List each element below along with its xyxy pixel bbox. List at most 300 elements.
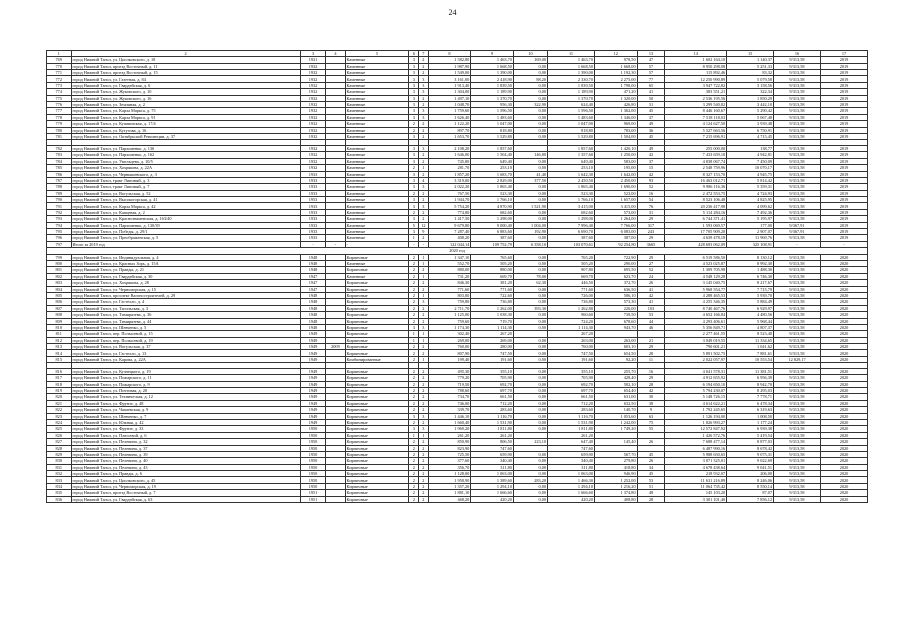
table-cell: 4 099,62 xyxy=(727,203,774,209)
table-cell: 2020 xyxy=(820,337,867,343)
table-cell: Каменные xyxy=(345,127,409,133)
table-cell: 1950 xyxy=(300,432,326,438)
table-cell: 2020 xyxy=(820,280,867,286)
table-cell: 815 xyxy=(47,356,72,362)
table-cell: 1 320,00 xyxy=(594,95,637,101)
table-cell: 29 xyxy=(637,344,665,350)
table-cell: 1947 xyxy=(300,273,326,279)
table-cell: 692,70 xyxy=(471,381,514,387)
table-cell: 573,30 xyxy=(594,299,637,305)
table-cell: 57 xyxy=(637,70,665,76)
table-cell: Каменные xyxy=(345,171,409,177)
table-cell: город Нижний Тагил, проезд Восточный, д. 11 xyxy=(71,63,300,69)
table-cell: 1 683,70 xyxy=(471,171,514,177)
table-cell: 3 xyxy=(419,145,429,151)
table-cell: 9 xyxy=(419,229,429,235)
table-cell: 5 794 230,07 xyxy=(665,388,727,394)
table-cell: 0,00 xyxy=(513,388,547,394)
table-cell: 195,00 xyxy=(594,165,637,171)
table-cell: 821 xyxy=(47,400,72,406)
table-cell: 739,50 xyxy=(594,312,637,318)
table-cell: 5 251,33 xyxy=(727,63,774,69)
table-cell: 2 xyxy=(419,267,429,273)
table-cell: 26 xyxy=(637,280,665,286)
table-cell: город Нижний Тагил, пер. Полысевой, д. 19 xyxy=(71,337,300,343)
table-cell: 654,50 xyxy=(594,350,637,356)
table-cell: 1 766,10 xyxy=(548,197,595,203)
table-cell: 77 xyxy=(637,76,665,82)
table-cell: 2 xyxy=(409,400,419,406)
table-cell: 283,60 xyxy=(471,407,514,413)
table-cell: 24 xyxy=(637,273,665,279)
table-cell: город Нижний Тагил, ул. Индивидуальная, д. 4 xyxy=(71,254,300,260)
table-cell: 393,30 xyxy=(513,305,547,311)
table-cell: 16 xyxy=(637,368,665,374)
table-cell: 800 xyxy=(47,261,72,267)
table-cell: 1 250,00 xyxy=(594,152,637,158)
table-cell: 8 327 153,70 xyxy=(665,171,727,177)
table-cell: 495,30 xyxy=(428,368,471,374)
table-cell: 1 xyxy=(419,261,429,267)
table-cell: 2 xyxy=(419,496,429,502)
table-cell: 722,60 xyxy=(471,292,514,298)
table-cell: 2019 xyxy=(820,133,867,139)
table-cell: 880,00 xyxy=(428,267,471,273)
table-cell: 3 xyxy=(419,108,429,114)
table-cell: 0,00 xyxy=(513,458,547,464)
table-cell: 810 xyxy=(47,324,72,330)
table-cell: 2020 xyxy=(820,451,867,457)
table-cell: 771,60 xyxy=(471,286,514,292)
table-cell: 4 124 627,50 xyxy=(665,121,727,127)
table-cell: 1933 xyxy=(300,190,326,196)
table-cell: 705,90 xyxy=(548,375,595,381)
table-cell: 3 xyxy=(419,203,429,209)
table-cell: 2019 xyxy=(820,82,867,88)
table-cell: 907,80 xyxy=(548,267,595,273)
table-cell: 7 287,40 xyxy=(428,229,471,235)
table-cell: 6 746,30 xyxy=(727,273,774,279)
table-cell: 3 145 040,75 xyxy=(665,280,727,286)
table-cell: 5 419,54 xyxy=(727,432,774,438)
table-cell: 2 277 461,55 xyxy=(665,331,727,337)
table-cell: 769 xyxy=(47,57,72,63)
table-cell: 1 798,00 xyxy=(594,82,637,88)
table-cell: 50 xyxy=(637,95,665,101)
table-cell: 2020 xyxy=(820,299,867,305)
table-cell: 8 877,03 xyxy=(727,439,774,445)
table-cell: Кирпичные xyxy=(345,432,409,438)
table-cell: 0,00 xyxy=(513,158,547,164)
table-cell: 2 907,07 xyxy=(727,229,774,235)
table-cell: 2 xyxy=(419,388,429,394)
table-cell: 9/313,58 xyxy=(774,171,821,177)
table-cell: 797 xyxy=(47,241,72,247)
table-cell: 1 463,70 xyxy=(548,57,595,63)
table-cell: 2019 xyxy=(820,177,867,183)
table-cell: 0,00 xyxy=(513,292,547,298)
table-cell: 9/313,58 xyxy=(774,318,821,324)
table-cell: 41 xyxy=(637,286,665,292)
table-cell: 1947 xyxy=(300,280,326,286)
table-cell: 1949 xyxy=(300,337,326,343)
table-cell: 807 xyxy=(47,305,72,311)
table-cell: 7 778,71 xyxy=(727,394,774,400)
table-cell: 775 xyxy=(47,95,72,101)
table-cell: 2019 xyxy=(820,127,867,133)
table-cell: 322,34 xyxy=(727,89,774,95)
table-cell: 746,00 xyxy=(428,400,471,406)
table-cell: 8 523 106,48 xyxy=(665,197,727,203)
table-cell: 1 390,00 xyxy=(471,70,514,76)
table-cell: 87,07 xyxy=(727,490,774,496)
table-cell: 1 294,10 xyxy=(471,483,514,489)
table-cell: 2 418,90 xyxy=(471,76,514,82)
table-cell: 2 xyxy=(409,261,419,267)
table-cell: 1951 xyxy=(300,490,326,496)
table-cell: 801 xyxy=(47,267,72,273)
table-cell: 377,60 xyxy=(428,458,471,464)
table-cell: 253,10 xyxy=(471,165,514,171)
table-cell: 1 690,00 xyxy=(594,184,637,190)
table-cell: 1 766,10 xyxy=(471,197,514,203)
table-cell: 505,20 xyxy=(471,261,514,267)
table-cell: 777 xyxy=(47,108,72,114)
table-cell: Кирпичные xyxy=(345,344,409,350)
table-cell: 1 839,50 xyxy=(548,82,595,88)
table-cell: 3 xyxy=(419,114,429,120)
table-cell: 3 xyxy=(409,413,419,419)
table-cell: город Нижний Тагил, ул. Высокогорская, д. 41 xyxy=(71,197,300,203)
table-cell: 0,00 xyxy=(513,127,547,133)
table-cell: 7 856,12 xyxy=(727,496,774,502)
table-cell: 280,00 xyxy=(471,344,514,350)
table-cell: город Нижний Тагил, ул. Карла Маркса, д. 42 xyxy=(71,203,300,209)
table-cell: 2 xyxy=(409,496,419,502)
table-cell: 1 646,00 xyxy=(428,152,471,158)
table-cell: 829 xyxy=(47,451,72,457)
table-cell: 2 xyxy=(409,419,419,425)
table-cell: 1 xyxy=(419,356,429,362)
table-cell: 9/313,58 xyxy=(774,82,821,88)
table-cell: 15 xyxy=(637,165,665,171)
table-cell: город Нижний Тагил, ул. Фрунзе, д. 33 xyxy=(71,426,300,432)
table-cell: 281,70 xyxy=(428,165,471,171)
table-cell: 1 041,62 xyxy=(727,344,774,350)
table-cell: - xyxy=(774,241,821,247)
table-cell: 0,00 xyxy=(513,312,547,318)
table-cell: 2020 xyxy=(820,477,867,483)
table-cell: 659,90 xyxy=(471,451,514,457)
table-cell: 42 xyxy=(637,292,665,298)
table-cell: 9/313,58 xyxy=(774,413,821,419)
table-cell: Кирпичные xyxy=(345,490,409,496)
table-cell: 3 xyxy=(409,102,419,108)
table-cell: 9/313,58 xyxy=(774,209,821,215)
table-cell: 1 114,30 xyxy=(548,324,595,330)
table-cell: Каменные xyxy=(345,190,409,196)
table-cell: 11 xyxy=(637,356,665,362)
table-cell: 0,00 xyxy=(513,394,547,400)
table-cell: 2 xyxy=(419,158,429,164)
table-cell: 9/313,58 xyxy=(774,273,821,279)
table-cell: Каменные xyxy=(345,222,409,228)
table-cell: 1950 xyxy=(300,451,326,457)
table-cell: 779 xyxy=(47,121,72,127)
table-cell: 2020 xyxy=(820,426,867,432)
table-cell: город Нижний Тагил, ул. Капцевая, д. 2 xyxy=(71,209,300,215)
table-cell: 1949 xyxy=(300,350,326,356)
table-cell: 6 883,60 xyxy=(471,229,514,235)
table-cell: 2 xyxy=(409,299,419,305)
table-cell: 45 xyxy=(637,471,665,477)
table-cell: 1 048,70 xyxy=(428,102,471,108)
table-cell: 6 478,34 xyxy=(727,400,774,406)
table-cell: город Нижний Тагил, проспект Вагоностроителей, д. 29 xyxy=(71,292,300,298)
table-cell: 145 103,20 xyxy=(665,490,727,496)
table-cell: 1 174,30 xyxy=(428,324,471,330)
table-cell: 2019 xyxy=(820,209,867,215)
table-cell: 5 xyxy=(409,222,419,228)
table-cell: 428 693 062,09 xyxy=(665,241,727,247)
table-cell: 2020 xyxy=(820,292,867,298)
table-cell: 2 xyxy=(419,216,429,222)
table-cell: 12 829,17 xyxy=(774,356,821,362)
table-cell: 734,70 xyxy=(428,394,471,400)
table-cell: 807,90 xyxy=(428,350,471,356)
table-cell: 2 xyxy=(409,254,419,260)
table-cell: 1932 xyxy=(300,158,326,164)
table-cell: 9/313,58 xyxy=(774,108,821,114)
table-cell: 819 xyxy=(47,388,72,394)
table-cell: Кирпичные xyxy=(345,286,409,292)
table-cell: 1 004,00 xyxy=(513,222,547,228)
table-cell: 2 xyxy=(409,318,419,324)
table-cell: 5 968,44 xyxy=(727,318,774,324)
table-cell: 583,00 xyxy=(594,158,637,164)
table-cell: 76 xyxy=(637,203,665,209)
table-cell: 1 642,30 xyxy=(548,171,595,177)
table-cell: город Нижний Тагил, ул. Шевченко, д. 7 xyxy=(71,413,300,419)
table-cell: 26 xyxy=(637,458,665,464)
table-cell: 1 063,00 xyxy=(471,471,514,477)
table-cell: 697,70 xyxy=(548,388,595,394)
table-cell: 2 xyxy=(419,209,429,215)
table-cell: 0,00 xyxy=(513,184,547,190)
table-cell: 9 022,69 xyxy=(727,458,774,464)
table-cell: 3 xyxy=(419,426,429,432)
table-cell: 1933 xyxy=(300,209,326,215)
table-cell: город Нижний Тагил, тракт Липовый, д. 7 xyxy=(71,184,300,190)
table-cell: город Нижний Тагил, ул. Красных Зорь, д. 15А xyxy=(71,261,300,267)
table-cell: Каменные xyxy=(345,133,409,139)
table-cell: 846,30 xyxy=(428,280,471,286)
table-cell: 0,00 xyxy=(513,299,547,305)
table-cell: 261,20 xyxy=(548,432,595,438)
table-cell: 9/313,58 xyxy=(774,483,821,489)
table-cell: 2 xyxy=(419,344,429,350)
table-cell: 88,20 xyxy=(513,76,547,82)
table-cell: 3 xyxy=(409,133,419,139)
table-cell: Каменные xyxy=(345,95,409,101)
table-cell: 206,00 xyxy=(727,471,774,477)
table-cell: 29 xyxy=(637,216,665,222)
table-cell: 3 xyxy=(409,57,419,63)
table-cell: 1 865,40 xyxy=(471,184,514,190)
table-cell: 9/313,58 xyxy=(774,432,821,438)
table-cell: 1 504,40 xyxy=(471,152,514,158)
table-cell: город Нижний Тагил, ул. Пожарского, д. 11 xyxy=(71,375,300,381)
table-cell: Каменные xyxy=(345,76,409,82)
column-number: 6 xyxy=(409,51,419,57)
table-cell: 226,00 xyxy=(594,305,637,311)
table-cell: 1949 xyxy=(300,344,326,350)
table-cell: 2 xyxy=(409,490,419,496)
table-cell: 3 xyxy=(409,324,419,330)
table-cell: 523,00 xyxy=(594,190,637,196)
table-cell: 736,80 xyxy=(548,299,595,305)
table-cell: 9/313,58 xyxy=(774,280,821,286)
table-cell: 3 xyxy=(419,299,429,305)
table-cell: 2 xyxy=(419,70,429,76)
table-cell: 4 639 478,18 xyxy=(665,235,727,241)
table-cell: 2 xyxy=(409,190,419,196)
table-cell: 2 xyxy=(419,312,429,318)
table-cell: 3 xyxy=(409,216,419,222)
table-cell: Каменные xyxy=(345,184,409,190)
table-cell: Кирпичные xyxy=(345,419,409,425)
table-cell: 92,20 xyxy=(594,356,637,362)
column-number: 14 xyxy=(665,51,727,57)
table-cell: 2 xyxy=(419,127,429,133)
table-cell: 9/313,58 xyxy=(774,419,821,425)
table-cell: Каменные xyxy=(345,229,409,235)
table-cell: 37 xyxy=(637,114,665,120)
table-cell: 2020 xyxy=(820,439,867,445)
table-cell: 9/313,58 xyxy=(774,312,821,318)
table-cell: 2 xyxy=(419,133,429,139)
table-cell: 5 290,42 xyxy=(727,108,774,114)
table-cell: Кирпичные xyxy=(345,331,409,337)
table-cell: 2 xyxy=(409,305,419,311)
table-cell: 2 xyxy=(419,280,429,286)
table-cell: 2 xyxy=(409,375,419,381)
table-cell: 823,90 xyxy=(428,445,471,451)
table-cell: 8 130,12 xyxy=(727,254,774,260)
table-cell: 2020 xyxy=(820,286,867,292)
table-cell: 1 466,30 xyxy=(548,477,595,483)
table-cell: 9/313,58 xyxy=(774,324,821,330)
table-cell: 736,80 xyxy=(471,299,514,305)
table-cell: 1 xyxy=(409,331,419,337)
table-cell: 279,80 xyxy=(594,458,637,464)
table-cell: 5 939,70 xyxy=(727,292,774,298)
table-cell: Кирпичные xyxy=(345,413,409,419)
table-cell: 140,70 xyxy=(594,407,637,413)
table-cell: 3 049 019,55 xyxy=(665,337,727,343)
table-cell: 1 304,00 xyxy=(428,89,471,95)
table-cell: 57 xyxy=(637,63,665,69)
table-cell: 1 865,40 xyxy=(548,184,595,190)
table-cell: 771,60 xyxy=(428,286,471,292)
table-cell: 793 xyxy=(47,216,72,222)
table-cell: 631,00 xyxy=(594,394,637,400)
table-cell: 9/313,58 xyxy=(774,477,821,483)
table-cell: 42 xyxy=(637,152,665,158)
table-cell: 2 xyxy=(419,63,429,69)
table-cell: 53 xyxy=(637,312,665,318)
table-cell: 191,60 xyxy=(548,356,595,362)
table-cell: 2 275,00 xyxy=(594,76,637,82)
table-cell: город Нижний Тагил, ул. Преображенская, д. 5 xyxy=(71,235,300,241)
table-cell: 1 531,90 xyxy=(471,419,514,425)
table-cell: 28 xyxy=(637,381,665,387)
table-cell: 805 xyxy=(47,292,72,298)
table-cell: 722,90 xyxy=(594,254,637,260)
table-cell: 34 xyxy=(637,464,665,470)
table-cell: 9/313,58 xyxy=(774,95,821,101)
table-cell: 1 xyxy=(419,273,429,279)
table-cell: 2020 xyxy=(820,464,867,470)
table-cell: 31 xyxy=(637,102,665,108)
table-cell: 3 299 540,82 xyxy=(665,102,727,108)
table-cell: 2020 xyxy=(820,458,867,464)
table-cell: 377,50 xyxy=(513,177,547,183)
table-cell: 0,00 xyxy=(513,165,547,171)
table-cell: 0,00 xyxy=(513,451,547,457)
table-cell: 649,40 xyxy=(471,158,514,164)
table-cell: 586,10 xyxy=(594,292,637,298)
table-cell: 1 596,50 xyxy=(548,108,595,114)
table-cell: 5 527 663,56 xyxy=(665,127,727,133)
table-cell: 4 942,81 xyxy=(727,152,774,158)
table-cell: 774,80 xyxy=(428,209,471,215)
table-cell: 12 250 990,89 xyxy=(665,76,727,82)
table-cell: Кирпичные xyxy=(345,292,409,298)
table-cell: 6 956,39 xyxy=(727,375,774,381)
table-cell: 192,90 xyxy=(513,229,547,235)
table-cell: 0,00 xyxy=(513,337,547,343)
table-cell: 311,80 xyxy=(471,464,514,470)
table-cell: 1950 xyxy=(300,458,326,464)
table-cell: 3 xyxy=(409,158,419,164)
table-cell: 1 531,90 xyxy=(548,419,595,425)
table-cell: 802 xyxy=(47,273,72,279)
table-cell: 956,30 xyxy=(471,102,514,108)
table-cell: 1947 xyxy=(300,286,326,292)
table-cell: 832 xyxy=(47,471,72,477)
table-cell: 1949 xyxy=(300,356,326,362)
table-cell: 3 319,00 xyxy=(428,177,471,183)
table-cell: 4 255 346,35 xyxy=(665,299,727,305)
table-cell: 794 xyxy=(47,222,72,228)
table-cell: Кирпичные xyxy=(345,267,409,273)
table-cell: 880,00 xyxy=(471,267,514,273)
table-cell: 2019 xyxy=(820,95,867,101)
table-cell: 760,00 xyxy=(428,344,471,350)
table-cell: 9 041,51 xyxy=(727,464,774,470)
table-cell: Каменные xyxy=(345,216,409,222)
table-cell: 468,20 xyxy=(428,496,471,502)
table-cell: 1933 xyxy=(300,222,326,228)
table-cell: Кирпичные xyxy=(345,477,409,483)
table-cell: 1948 xyxy=(300,292,326,298)
table-cell: 7 492,36 xyxy=(727,209,774,215)
table-cell: 1932 xyxy=(300,95,326,101)
table-cell: 771,60 xyxy=(548,286,595,292)
table-cell: 1933 xyxy=(300,171,326,177)
table-cell: 3 415,00 xyxy=(594,203,637,209)
